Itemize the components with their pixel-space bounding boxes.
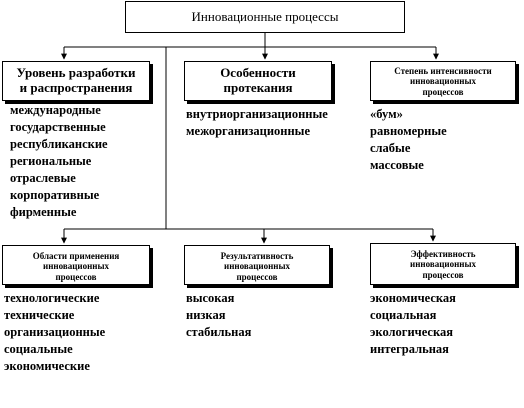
level-box [2, 61, 150, 101]
areas-heading-line1: Области применения [32, 251, 120, 261]
intensity-list [370, 106, 447, 174]
list-item: отраслевые [10, 171, 76, 185]
features-heading-line1: Особенности [220, 65, 296, 81]
areas-list [4, 290, 105, 375]
list-item: региональные [10, 154, 92, 168]
efficiency-box [370, 243, 516, 285]
list-item: технологические [4, 291, 100, 305]
list-item: фирменные [10, 205, 77, 219]
list-item: стабильная [186, 325, 252, 339]
features-heading-line2: протекания [223, 80, 293, 95]
results-list [186, 290, 251, 341]
features-list [186, 106, 328, 140]
efficiency-list [370, 290, 456, 358]
list-item: социальные [4, 342, 73, 356]
root-title: Инновационные процессы [191, 8, 339, 24]
list-item: социальная [370, 308, 437, 322]
list-item: интегральная [370, 342, 449, 356]
list-item: массовые [370, 158, 424, 172]
efficiency-heading-line2: инновационных [410, 259, 476, 270]
list-item: высокая [186, 291, 235, 305]
list-item: корпоративные [10, 188, 100, 202]
list-item: экологическая [370, 325, 453, 339]
list-item: республиканские [10, 137, 108, 151]
areas-heading-line2: инновационных [43, 261, 109, 272]
level-heading-line1: Уровень разработки [16, 65, 136, 81]
results-box [184, 245, 330, 285]
intensity-box [370, 61, 516, 101]
list-item: технические [4, 308, 75, 322]
results-heading-line3: процессов [236, 271, 278, 282]
list-item: международные [10, 103, 101, 117]
list-item: равномерные [370, 124, 447, 138]
list-item: государственные [10, 120, 106, 134]
features-box [184, 61, 332, 101]
root-box [125, 1, 405, 33]
list-item: экономическая [370, 291, 456, 305]
intensity-heading-line2: инновационных [410, 76, 476, 87]
list-item: внутриорганизационные [186, 107, 328, 121]
list-item: экономические [4, 359, 90, 373]
list-item: низкая [186, 308, 226, 322]
areas-heading-line3: процессов [55, 271, 97, 282]
list-item: «бум» [370, 107, 403, 121]
list-item: слабые [370, 141, 411, 155]
intensity-heading-line3: процессов [422, 86, 464, 97]
level-heading-line2: и распространения [19, 80, 133, 95]
results-heading-line1: Результативность [220, 251, 294, 261]
intensity-heading-line1: Степень интенсивности [394, 66, 492, 76]
list-item: организационные [4, 325, 106, 339]
results-heading-line2: инновационных [224, 261, 290, 272]
efficiency-heading-line3: процессов [422, 269, 464, 280]
areas-box [2, 245, 150, 285]
list-item: межорганизационные [186, 124, 310, 138]
level-list [10, 102, 108, 221]
efficiency-heading-line1: Эффективность [410, 249, 476, 259]
